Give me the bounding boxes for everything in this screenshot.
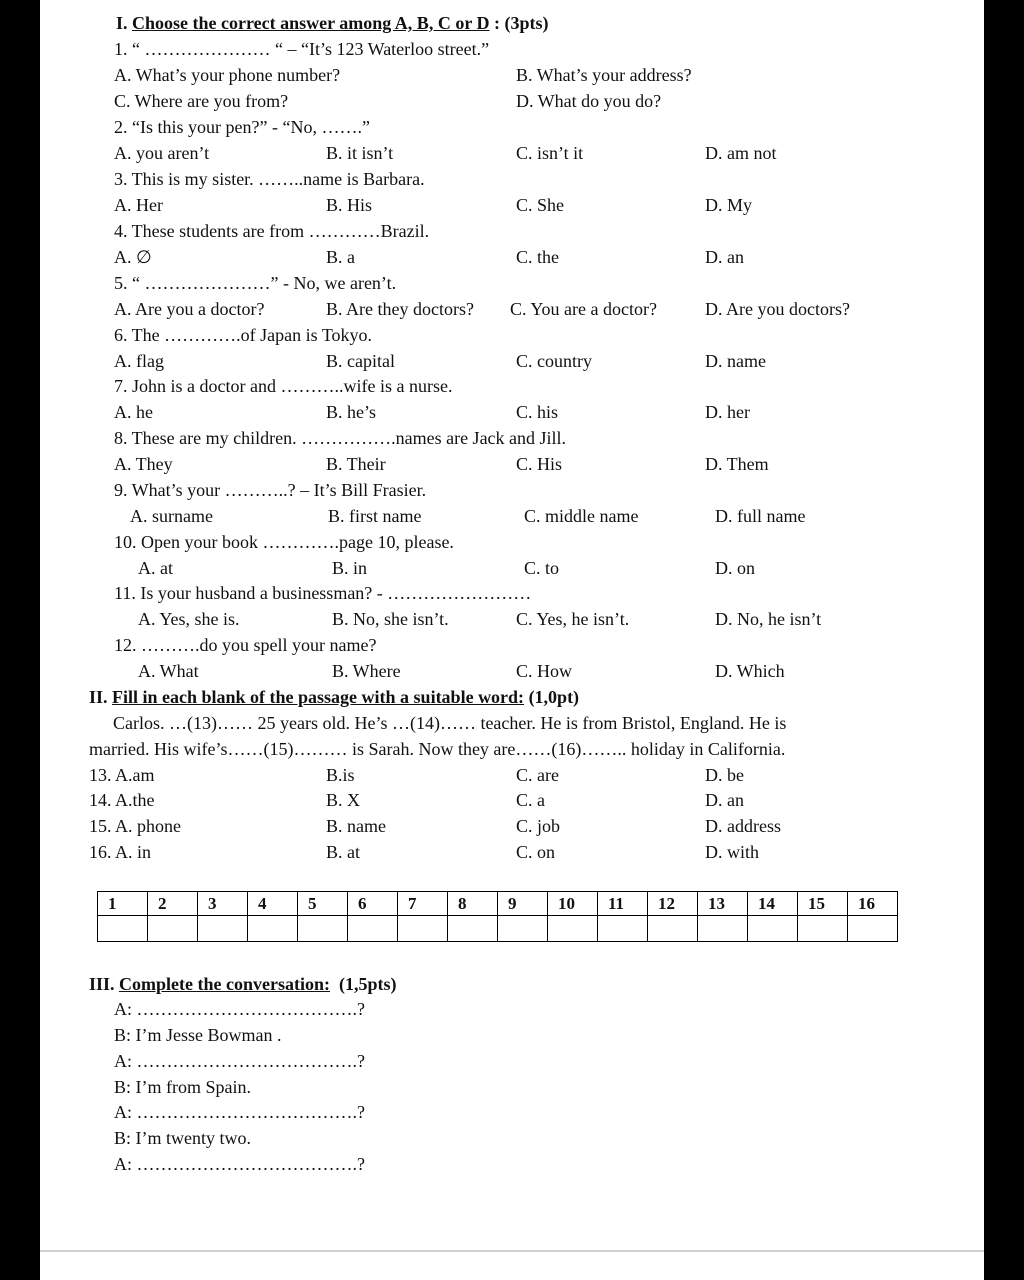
- q3-option-a: A. Her: [114, 195, 163, 215]
- q13-option-c: C. are: [516, 765, 559, 785]
- q15-option-c: C. job: [516, 816, 561, 836]
- answer-col-6: 6: [348, 892, 398, 916]
- q16-option-c: C. on: [516, 842, 556, 862]
- answer-col-1: 1: [98, 892, 148, 916]
- answer-cell: [348, 916, 398, 942]
- section-1-points: : (3pts): [493, 13, 549, 33]
- q5-option-a: A. Are you a doctor?: [114, 299, 265, 319]
- q11-option-b: B. No, she isn’t.: [332, 609, 449, 629]
- q1-option-d: D. What do you do?: [516, 91, 662, 111]
- conversation-line-1: A: ……………………………….?: [114, 999, 365, 1019]
- q13-option-b: B.is: [326, 765, 355, 785]
- section-2-number: II.: [89, 687, 108, 707]
- question-12: 12. ……….do you spell your name?: [114, 635, 377, 655]
- q1-option-b: B. What’s your address?: [516, 65, 692, 85]
- answer-cell: [848, 916, 898, 942]
- question-9: 9. What’s your ………..? – It’s Bill Frasier.: [114, 480, 427, 500]
- q5-option-c: C. You are a doctor?: [510, 299, 657, 319]
- q3-option-b: B. His: [326, 195, 373, 215]
- conversation-line-6: B: I’m twenty two.: [114, 1128, 251, 1148]
- q16-option-a: 16. A. in: [89, 842, 152, 862]
- section-1-heading: [116, 12, 548, 34]
- answer-cell: [798, 916, 848, 942]
- answer-col-3: 3: [198, 892, 248, 916]
- answer-cell: [698, 916, 748, 942]
- q13-option-d: D. be: [705, 765, 744, 785]
- q12-option-d: D. Which: [715, 661, 785, 681]
- answer-col-11: 11: [598, 892, 648, 916]
- answer-table-blank-row: [98, 916, 898, 942]
- answer-col-12: 12: [648, 892, 698, 916]
- answer-cell: [748, 916, 798, 942]
- section-1-title: Choose the correct answer among A, B, C or D: [132, 13, 490, 33]
- section-3-title: Complete the conversation:: [119, 974, 330, 994]
- answer-col-14: 14: [748, 892, 798, 916]
- answer-cell: [448, 916, 498, 942]
- q6-option-b: B. capital: [326, 351, 395, 371]
- q8-option-b: B. Their: [326, 454, 386, 474]
- q6-option-a: A. flag: [114, 351, 164, 371]
- question-4: 4. These students are from …………Brazil.: [114, 221, 430, 241]
- answer-cell: [298, 916, 348, 942]
- conversation-line-2: B: I’m Jesse Bowman .: [114, 1025, 282, 1045]
- question-10: 10. Open your book ………….page 10, please.: [114, 532, 454, 552]
- answer-cell: [548, 916, 598, 942]
- q9-option-c: C. middle name: [524, 506, 639, 526]
- answer-cell: [498, 916, 548, 942]
- answer-cell: [598, 916, 648, 942]
- q7-option-a: A. he: [114, 402, 153, 422]
- q10-option-a: A. at: [138, 558, 173, 578]
- q15-option-b: B. name: [326, 816, 386, 836]
- q3-option-d: D. My: [705, 195, 753, 215]
- q8-option-d: D. Them: [705, 454, 769, 474]
- q3-option-c: C. She: [516, 195, 565, 215]
- answer-cell: [398, 916, 448, 942]
- q4-option-a: A. ∅: [114, 247, 152, 267]
- q6-option-c: C. country: [516, 351, 592, 371]
- q10-option-d: D. on: [715, 558, 755, 578]
- section-2-points: (1,0pt): [528, 687, 580, 707]
- q5-option-d: D. Are you doctors?: [705, 299, 850, 319]
- question-2: 2. “Is this your pen?” - “No, …….”: [114, 117, 370, 137]
- q4-option-d: D. an: [705, 247, 744, 267]
- section-2-title: Fill in each blank of the passage with a suitable word:: [112, 687, 525, 707]
- question-5: 5. “ …………………” - No, we aren’t.: [114, 273, 397, 293]
- conversation-line-4: B: I’m from Spain.: [114, 1077, 251, 1097]
- answer-col-15: 15: [798, 892, 848, 916]
- section-3-number: III.: [89, 974, 115, 994]
- q2-option-b: B. it isn’t: [326, 143, 394, 163]
- answer-col-4: 4: [248, 892, 298, 916]
- section-3-heading: [89, 973, 396, 995]
- section-1-number: I.: [116, 13, 128, 33]
- passage-line-2: married. His wife’s……(15)……… is Sarah. Now they are……(16)…….. holiday in California.: [89, 739, 786, 759]
- q2-option-d: D. am not: [705, 143, 777, 163]
- q8-option-c: C. His: [516, 454, 563, 474]
- q11-option-c: C. Yes, he isn’t.: [516, 609, 630, 629]
- answer-col-5: 5: [298, 892, 348, 916]
- answer-cell: [198, 916, 248, 942]
- conversation-line-5: A: ……………………………….?: [114, 1102, 365, 1122]
- conversation-line-7: A: ……………………………….?: [114, 1154, 365, 1174]
- answer-col-10: 10: [548, 892, 598, 916]
- q8-option-a: A. They: [114, 454, 173, 474]
- question-11: 11. Is your husband a businessman? - ……………………: [114, 583, 532, 603]
- q11-option-d: D. No, he isn’t: [715, 609, 822, 629]
- answer-cell: [648, 916, 698, 942]
- q7-option-d: D. her: [705, 402, 750, 422]
- question-1: 1. “ ………………… “ – “It’s 123 Waterloo street.”: [114, 39, 490, 59]
- q7-option-c: C. his: [516, 402, 559, 422]
- answer-col-2: 2: [148, 892, 198, 916]
- answer-cell: [98, 916, 148, 942]
- answer-cell: [148, 916, 198, 942]
- q10-option-b: B. in: [332, 558, 368, 578]
- q9-option-a: A. surname: [130, 506, 213, 526]
- q6-option-d: D. name: [705, 351, 766, 371]
- q2-option-c: C. isn’t it: [516, 143, 584, 163]
- section-2-heading: [89, 686, 579, 708]
- answer-cell: [248, 916, 298, 942]
- q12-option-c: C. How: [516, 661, 573, 681]
- q12-option-b: B. Where: [332, 661, 401, 681]
- passage-line-1: Carlos. …(13)…… 25 years old. He’s …(14)…… teacher. He is from Bristol, England. He is: [113, 713, 787, 733]
- question-6: 6. The ………….of Japan is Tokyo.: [114, 325, 373, 345]
- q14-option-c: C. a: [516, 790, 545, 810]
- answer-col-16: 16: [848, 892, 898, 916]
- q14-option-a: 14. A.the: [89, 790, 155, 810]
- question-7: 7. John is a doctor and ………..wife is a nurse.: [114, 376, 453, 396]
- q16-option-d: D. with: [705, 842, 759, 862]
- q11-option-a: A. Yes, she is.: [138, 609, 240, 629]
- q15-option-a: 15. A. phone: [89, 816, 181, 836]
- q1-option-a: A. What’s your phone number?: [114, 65, 341, 85]
- q2-option-a: A. you aren’t: [114, 143, 210, 163]
- page-bottom-edge: [40, 1250, 984, 1252]
- answer-col-9: 9: [498, 892, 548, 916]
- q9-option-b: B. first name: [328, 506, 422, 526]
- q12-option-a: A. What: [138, 661, 199, 681]
- conversation-line-3: A: ……………………………….?: [114, 1051, 365, 1071]
- answer-col-7: 7: [398, 892, 448, 916]
- q4-option-b: B. a: [326, 247, 355, 267]
- q5-option-b: B. Are they doctors?: [326, 299, 474, 319]
- q4-option-c: C. the: [516, 247, 559, 267]
- q9-option-d: D. full name: [715, 506, 806, 526]
- question-3: 3. This is my sister. ……..name is Barbara.: [114, 169, 425, 189]
- q15-option-d: D. address: [705, 816, 781, 836]
- answer-table: [97, 891, 898, 942]
- q16-option-b: B. at: [326, 842, 360, 862]
- answer-col-13: 13: [698, 892, 748, 916]
- question-8: 8. These are my children. …………….names are Jack and Jill.: [114, 428, 567, 448]
- section-3-points: (1,5pts): [338, 974, 397, 994]
- q7-option-b: B. he’s: [326, 402, 377, 422]
- q10-option-c: C. to: [524, 558, 560, 578]
- q14-option-d: D. an: [705, 790, 744, 810]
- answer-col-8: 8: [448, 892, 498, 916]
- q1-option-c: C. Where are you from?: [114, 91, 289, 111]
- q13-option-a: 13. A.am: [89, 765, 155, 785]
- answer-table-header-row: [98, 892, 898, 916]
- q14-option-b: B. X: [326, 790, 361, 810]
